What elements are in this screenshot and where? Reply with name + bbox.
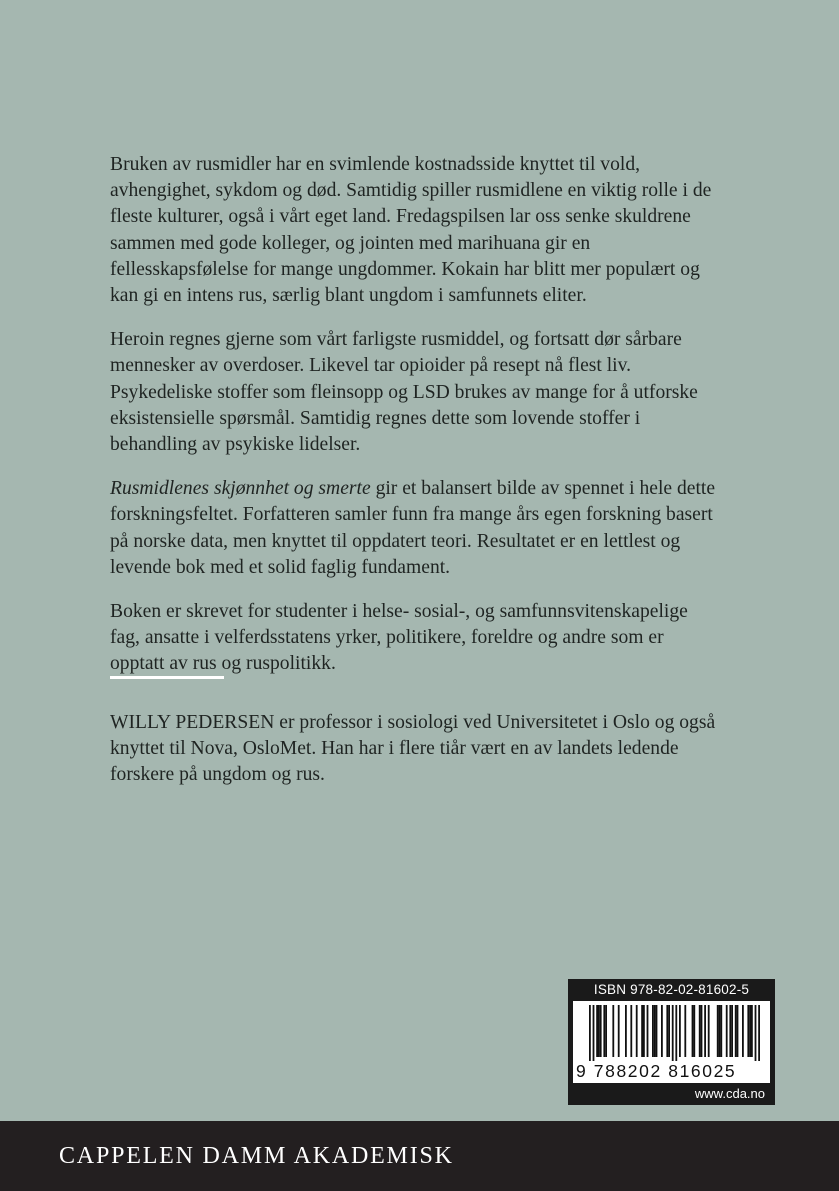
barcode-bar [643,1005,645,1057]
barcode-bar [737,1005,739,1057]
barcode-bar [603,1005,605,1057]
barcode-bar [729,1005,731,1057]
publisher-name: CAPPELEN DAMM AKADEMISK [59,1143,454,1169]
barcode-bar [749,1005,751,1057]
barcode-image [573,1001,770,1061]
description-paragraph-3-text: gir et balansert bilde av spennet i hele dette forskningsfeltet. Forfatteren samler funn fra mange års egen forskning basert på norske data, men knyttet til oppdatert teori. Resultatet er en lettlest og levende bok med et solid faglig fundament. [110,478,716,578]
barcode-bar [751,1005,753,1057]
barcode-bar [625,1005,627,1057]
barcode-bar [708,1005,710,1057]
isbn-label: ISBN 978-82-02-81602-5 [593,982,750,997]
barcode-bar [630,1005,632,1057]
barcode-bar [661,1005,663,1057]
barcode-bar [717,1005,719,1057]
barcode-bar [666,1005,668,1057]
barcode-bar [675,1005,677,1061]
barcode-bar [593,1005,595,1061]
barcode-bar [641,1005,643,1057]
barcode-bar [701,1005,703,1057]
barcode-bar [704,1005,706,1057]
barcode-bar [605,1005,607,1057]
barcode-bar [672,1005,674,1061]
barcode-bar [747,1005,749,1057]
barcode-bar [656,1005,658,1057]
barcode-digits: 9 788202 816025 [573,1061,770,1083]
publisher-footer [0,1121,839,1191]
barcode-bar [719,1005,721,1057]
barcode-bar [684,1005,686,1057]
barcode-bar [692,1005,694,1057]
author-bio: WILLY PEDERSEN er professor i sosiologi ved Universitetet i Oslo og også knyttet til Nova, OsloMet. Han har i flere tiår vært en av landets ledende forskere på ungdom og rus. [110,712,716,786]
barcode-bar [652,1005,654,1057]
barcode-bar [589,1005,591,1061]
barcode-bar [693,1005,695,1057]
barcode-bar [720,1005,722,1057]
barcode-bar [598,1005,600,1057]
description-paragraph-2: Heroin regnes gjerne som vårt farligste rusmiddel, og fortsatt dør sårbare mennesker av overdoser. Likevel tar opioider på resept nå flest liv. Psykedeliske stoffer som fleinsopp og LSD brukes av mange for å utforske eksistensielle spørsmål. Samtidig regnes dette som lovende stoffer i behandling av psykiske lidelser. [110,329,698,456]
barcode-bar [596,1005,598,1057]
barcode-bar [668,1005,670,1057]
barcode-bars [573,1001,770,1061]
description-paragraph-3 [110,476,720,581]
barcode-bar [742,1005,744,1057]
barcode-bar [654,1005,656,1057]
barcode-bar [758,1005,760,1061]
barcode-bar [735,1005,737,1057]
barcode-bar [600,1005,602,1057]
barcode-bar [731,1005,733,1057]
barcode-bar [679,1005,681,1057]
barcode-bar [612,1005,614,1057]
book-title-italic: Rusmidlenes skjønnhet og smerte [110,478,371,500]
description-paragraph-1: Bruken av rusmidler har en svimlende kostnadsside knyttet til vold, avhengighet, sykdom og død. Samtidig spiller rusmidlene en viktig rolle i de fleste kulturer, også i vårt eget land. Fredagspilsen lar oss senke skuldrene sammen med gode kolleger, og jointen med marihuana gir en fellesskapsfølelse for mange ungdommer. Kokain har blitt mer populært og kan gi en intens rus, særlig blant ungdom i samfunnets eliter. [110,154,712,307]
barcode-bar [726,1005,728,1057]
barcode-bar [755,1005,757,1061]
isbn-barcode-box [568,979,775,1105]
back-cover-description [110,152,720,696]
description-paragraph-4: Boken er skrevet for studenter i helse- sosial-, og samfunnsvitenskapelige fag, ansatte i velferdsstatens yrker, politikere, foreldre og andre som er opptatt av rus og ruspolitikk. [110,601,688,675]
barcode-bar [699,1005,701,1057]
publisher-url: www.cda.no [694,1086,765,1101]
barcode-bar [647,1005,649,1057]
barcode-bar [636,1005,638,1057]
barcode-bar [618,1005,620,1057]
section-divider [110,676,224,679]
